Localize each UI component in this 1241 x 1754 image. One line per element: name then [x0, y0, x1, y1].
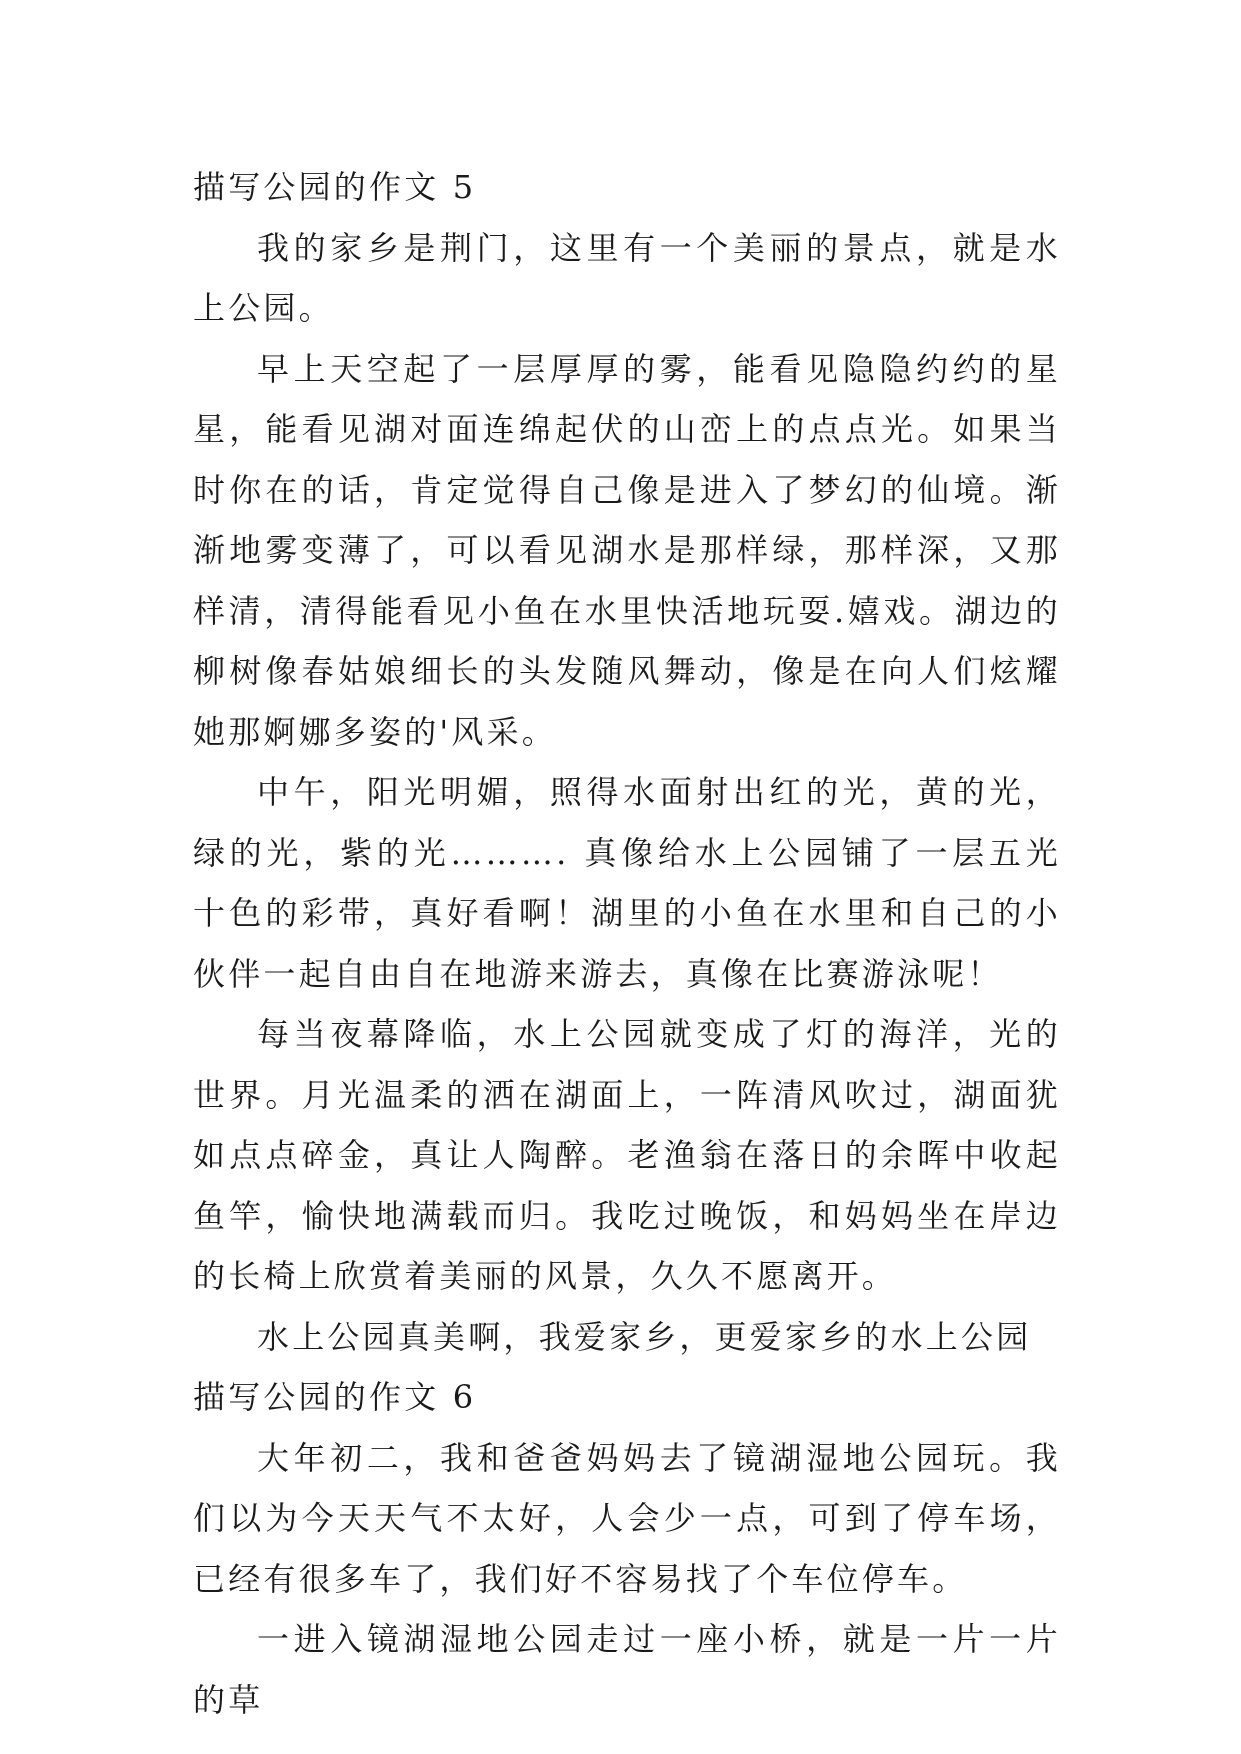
paragraph: 水上公园真美啊，我爱家乡，更爱家乡的水上公园 — [257, 1317, 1032, 1356]
paragraph: 中午，阳光明媚，照得水面射出红的光，黄的光，绿的光，紫的光………. 真像给水上公园铺了一层五光十色的彩带，真好看啊！湖里的小鱼在水里和自己的小伙伴一起自由自在地游来游去，真像在比赛游泳呢！ — [193, 773, 1061, 993]
paragraph: 大年初二，我和爸爸妈妈去了镜湖湿地公园玩。我们以为今天天气不太好，人会少一点，可到了停车场，已经有很多车了，我们好不容易找了个车位停车。 — [193, 1438, 1061, 1598]
paragraph: 每当夜幕降临，水上公园就变成了灯的海洋，光的世界。月光温柔的洒在湖面上，一阵清风吹过，湖面犹如点点碎金，真让人陶醉。老渔翁在落日的余晖中收起鱼竿，愉快地满载而归。我吃过晚饭，和妈妈坐在岸边的长椅上欣赏着美丽的风景，久久不愿离开。 — [193, 1015, 1061, 1295]
essay-heading: 描写公园的作文 6 — [193, 1378, 477, 1416]
essay-section-6 — [193, 1367, 1061, 1730]
paragraph: 一进入镜湖湿地公园走过一座小桥，就是一片一片的草 — [193, 1620, 1061, 1719]
paragraph: 早上天空起了一层厚厚的雾，能看见隐隐约约的星星，能看见湖对面连绵起伏的山峦上的点点光。如果当时你在的话，肯定觉得自己像是进入了梦幻的仙境。渐渐地雾变薄了，可以看见湖水是那样绿，那样深，又那样清，清得能看见小鱼在水里快活地玩耍.嬉戏。湖边的柳树像春姑娘细长的头发随风舞动，像是在向人们炫耀她那婀娜多姿的'风采。 — [193, 349, 1061, 751]
essay-heading: 描写公园的作文 5 — [193, 168, 477, 206]
essay-section-5 — [193, 157, 1061, 1367]
document-body — [193, 157, 1061, 1730]
paragraph: 我的家乡是荆门，这里有一个美丽的景点，就是水上公园。 — [193, 228, 1061, 327]
